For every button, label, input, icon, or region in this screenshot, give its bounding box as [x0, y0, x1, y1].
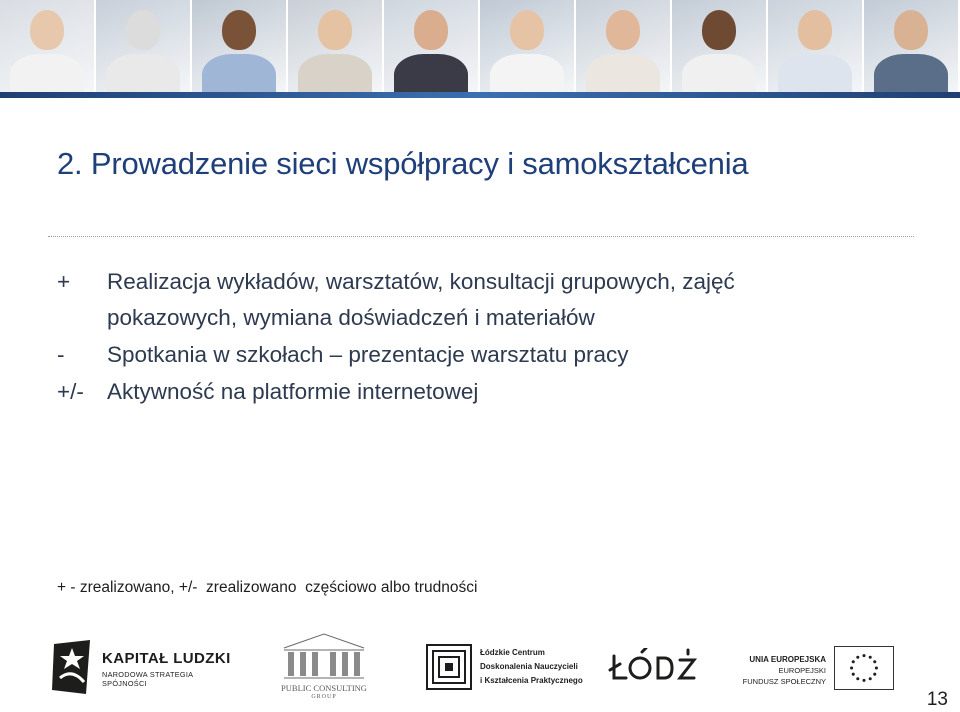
eu-star [856, 677, 859, 680]
columns-building-icon [276, 630, 372, 682]
banner-photo [0, 0, 96, 92]
bullet-item [57, 264, 917, 336]
bullet-item [57, 336, 917, 373]
banner-photo [480, 0, 576, 92]
eu-star [850, 666, 853, 669]
eu-star [862, 679, 865, 682]
bullet-line: pokazowych, wymiana doświadczeń i materiałów [107, 305, 595, 330]
eu-union: UNIA EUROPEJSKA [749, 655, 826, 664]
eu-fund-line1: EUROPEJSKI [778, 666, 826, 675]
eu-star [852, 660, 855, 663]
bullet-text: Spotkania w szkołach – prezentacje warsztatu pracy [107, 342, 629, 367]
page-number: 13 [926, 689, 948, 710]
banner-photo [96, 0, 192, 92]
lodz-city-logo [608, 648, 698, 688]
kapital-ludzki-title: KAPITAŁ LUDZKI [102, 650, 231, 667]
lodz-wordmark-icon [608, 648, 698, 688]
banner-photo [384, 0, 480, 92]
banner-photo [192, 0, 288, 92]
pcg-group: GROUP [311, 694, 337, 700]
lcdnikp-logo [426, 642, 583, 694]
banner-photo [864, 0, 960, 92]
lcdnikp-text [480, 646, 583, 688]
eu-star [869, 656, 872, 659]
eu-star [873, 660, 876, 663]
legend-note: + - zrealizowano, +/- zrealizowano częściowo albo trudności [57, 579, 478, 596]
kapital-ludzki-emblem-icon [50, 638, 94, 696]
bullet-text: Aktywność na platformie internetowej [107, 379, 479, 404]
banner-photo [288, 0, 384, 92]
slide-title: 2. Prowadzenie sieci współpracy i samokształcenia [57, 146, 749, 181]
eu-star [852, 673, 855, 676]
banner-photo [672, 0, 768, 92]
kapital-ludzki-text [102, 650, 240, 688]
eu-text [743, 654, 826, 687]
bullet-line: Realizacja wykładów, warsztatów, konsultacji grupowych, zajęć [107, 269, 735, 294]
eu-star [856, 656, 859, 659]
lcdnikp-line: Łódzkie Centrum [480, 648, 545, 657]
kapital-ludzki-logo [50, 638, 240, 696]
bullet-mark: +/- [57, 379, 84, 404]
bullet-mark: + [57, 269, 71, 294]
title-divider [48, 236, 914, 237]
kapital-ludzki-subtitle: NARODOWA STRATEGIA SPÓJNOŚCI [102, 670, 193, 688]
pcg-name: PUBLIC CONSULTING [281, 683, 367, 693]
bullet-list [57, 264, 917, 410]
bullet-item [57, 373, 917, 410]
eu-star [875, 666, 878, 669]
banner-accent-bar [0, 92, 960, 98]
lcdnikp-line: Doskonalenia Nauczycieli [480, 662, 578, 671]
bullet-text [107, 264, 917, 336]
photo-banner [0, 0, 960, 92]
banner-photo [768, 0, 864, 92]
eu-flag-icon [834, 646, 894, 690]
lcdnikp-line: i Kształcenia Praktycznego [480, 676, 583, 685]
eu-fund-line2: FUNDUSZ SPOŁECZNY [742, 677, 826, 686]
public-consulting-group-logo [276, 630, 372, 704]
concentric-squares-icon [426, 644, 472, 690]
eu-star [873, 673, 876, 676]
bullet-mark: - [57, 342, 65, 367]
eu-star [862, 654, 865, 657]
eu-star [869, 677, 872, 680]
eu-social-fund-logo [742, 646, 894, 692]
banner-photo [576, 0, 672, 92]
